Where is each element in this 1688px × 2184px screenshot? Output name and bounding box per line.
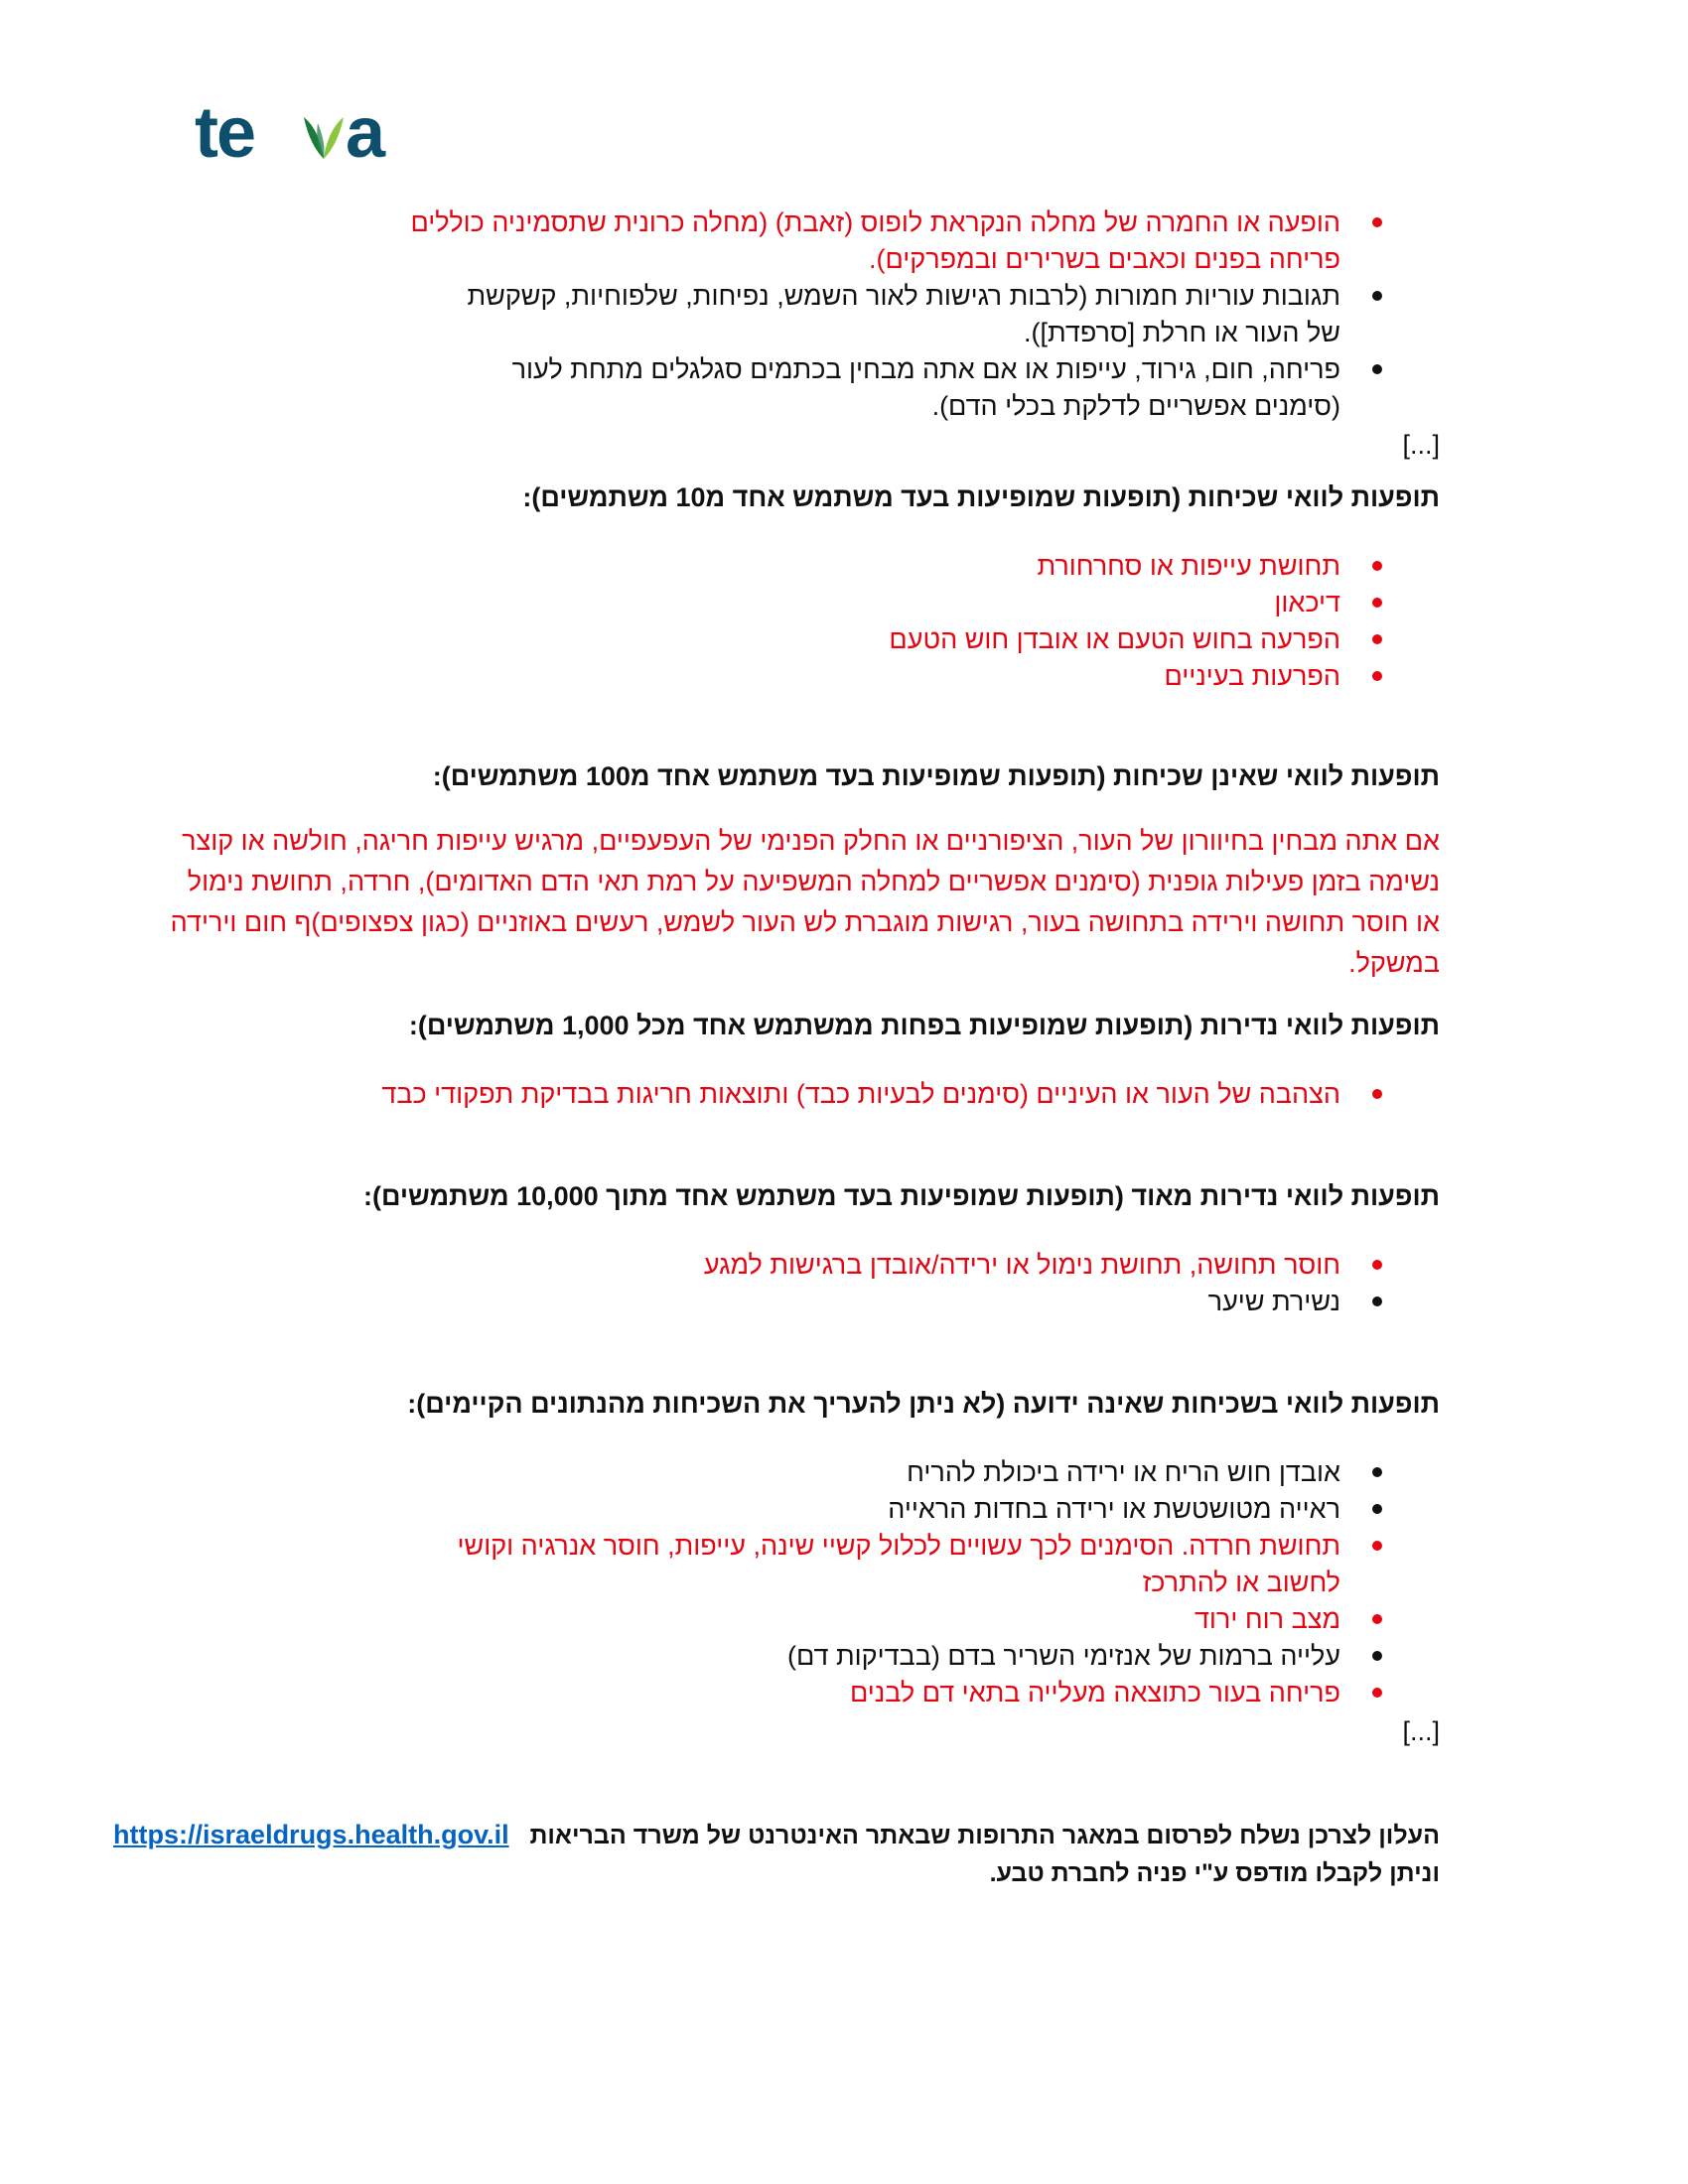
ellipsis: [...] — [1402, 1716, 1440, 1746]
list-item: תחושת עייפות או סחרחורת — [159, 548, 1440, 585]
list-item: תחושת חרדה. הסימנים לכך עשויים לכלול קשיי שינה, עייפות, חוסר אנרגיה וקושי לחשוב או להתרכז — [407, 1528, 1440, 1601]
very-rare-side-effects-list — [159, 1247, 1440, 1320]
svg-text:te: te — [195, 95, 255, 165]
section-heading-common: תופעות לוואי שכיחות (תופעות שמופיעות בעד משתמש אחד מ10 משתמשים): — [522, 482, 1440, 512]
leaflet-content — [113, 199, 1440, 1892]
footer-line-2: וניתן לקבלו מודפס ע"י פניה לחברת טבע. — [989, 1859, 1440, 1887]
footer-note — [99, 1816, 1440, 1892]
teva-logo — [195, 95, 393, 165]
israeldrugs-link[interactable]: https://israeldrugs.health.gov.il — [113, 1820, 509, 1849]
list-item: חוסר תחושה, תחושת נימול או ירידה/אובדן ברגישות למגע — [159, 1247, 1440, 1284]
list-item: אובדן חוש הריח או ירידה ביכולת להריח — [407, 1454, 1440, 1491]
list-item: הופעה או החמרה של מחלה הנקראת לופוס (זאבת) (מחלה כרונית שתסמיניה כוללים פריחה בפנים וכאבים בשרירים ובמפרקים). — [407, 205, 1440, 278]
footer-line-1 — [99, 1816, 1440, 1854]
list-item: עלייה ברמות של אנזימי השריר בדם (בבדיקות דם) — [407, 1638, 1440, 1675]
list-item: הצהבה של העור או העיניים (סימנים לבעיות כבד) ותוצאות חריגות בבדיקת תפקודי כבד — [159, 1076, 1440, 1113]
list-item: הפרעה בחוש הטעם או אובדן חוש הטעם — [159, 621, 1440, 658]
section-heading-uncommon: תופעות לוואי שאינן שכיחות (תופעות שמופיעות בעד משתמש אחד מ100 משתמשים): — [432, 761, 1440, 791]
unknown-side-effects-list — [407, 1454, 1440, 1711]
section-heading-rare: תופעות לוואי נדירות (תופעות שמופיעות בפחות ממשתמש אחד מכל 1,000 משתמשים): — [408, 1011, 1440, 1040]
list-item: פריחה, חום, גירוד, עייפות או אם אתה מבחין בכתמים סגלגלים מתחת לעור (סימנים אפשריים לדלקת בכלי הדם). — [407, 351, 1440, 425]
ellipsis: [...] — [1402, 430, 1440, 460]
common-side-effects-list — [159, 548, 1440, 695]
top-side-effects-list — [407, 205, 1440, 425]
list-item: מצב רוח ירוד — [407, 1601, 1440, 1638]
list-item: דיכאון — [159, 585, 1440, 621]
section-heading-unknown: תופעות לוואי בשכיחות שאינה ידועה (לא ניתן להעריך את השכיחות מהנתונים הקיימים): — [407, 1389, 1440, 1419]
svg-text:a: a — [346, 95, 386, 165]
list-item: פריחה בעור כתוצאה מעלייה בתאי דם לבנים — [407, 1675, 1440, 1711]
rare-side-effects-list — [159, 1076, 1440, 1113]
section-heading-very-rare: תופעות לוואי נדירות מאוד (תופעות שמופיעות בעד משתמש אחד מתוך 10,000 משתמשים): — [362, 1181, 1440, 1211]
footer-text: העלון לצרכן נשלח לפרסום במאגר התרופות שבאתר האינטרנט של משרד הבריאות — [529, 1822, 1440, 1849]
list-item: תגובות עוריות חמורות (לרבות רגישות לאור השמש, נפיחות, שלפוחיות, קשקשת של העור או חרלת [סרפדת]). — [407, 278, 1440, 351]
list-item: נשירת שיער — [159, 1284, 1440, 1320]
list-item: ראייה מטושטשת או ירידה בחדות הראייה — [407, 1491, 1440, 1528]
list-item: הפרעות בעיניים — [159, 658, 1440, 695]
uncommon-paragraph: אם אתה מבחין בחיוורון של העור, הציפורניים או החלק הפנימי של העפעפיים, מרגיש עייפות חריגה, חולשה או קוצר נשימה בזמן פעילות גופנית (סימנים אפשריים למחלה המשפיעה על רמת תאי הדם האדומים), חרדה, תחושת נימול או חוסר תחושה וירידה בתחושה בעור, רגישות מוגברת לש העור לשמש, רעשים באוזניים (כגון צפצופים)ף חום וירידה במשקל. — [170, 826, 1440, 978]
